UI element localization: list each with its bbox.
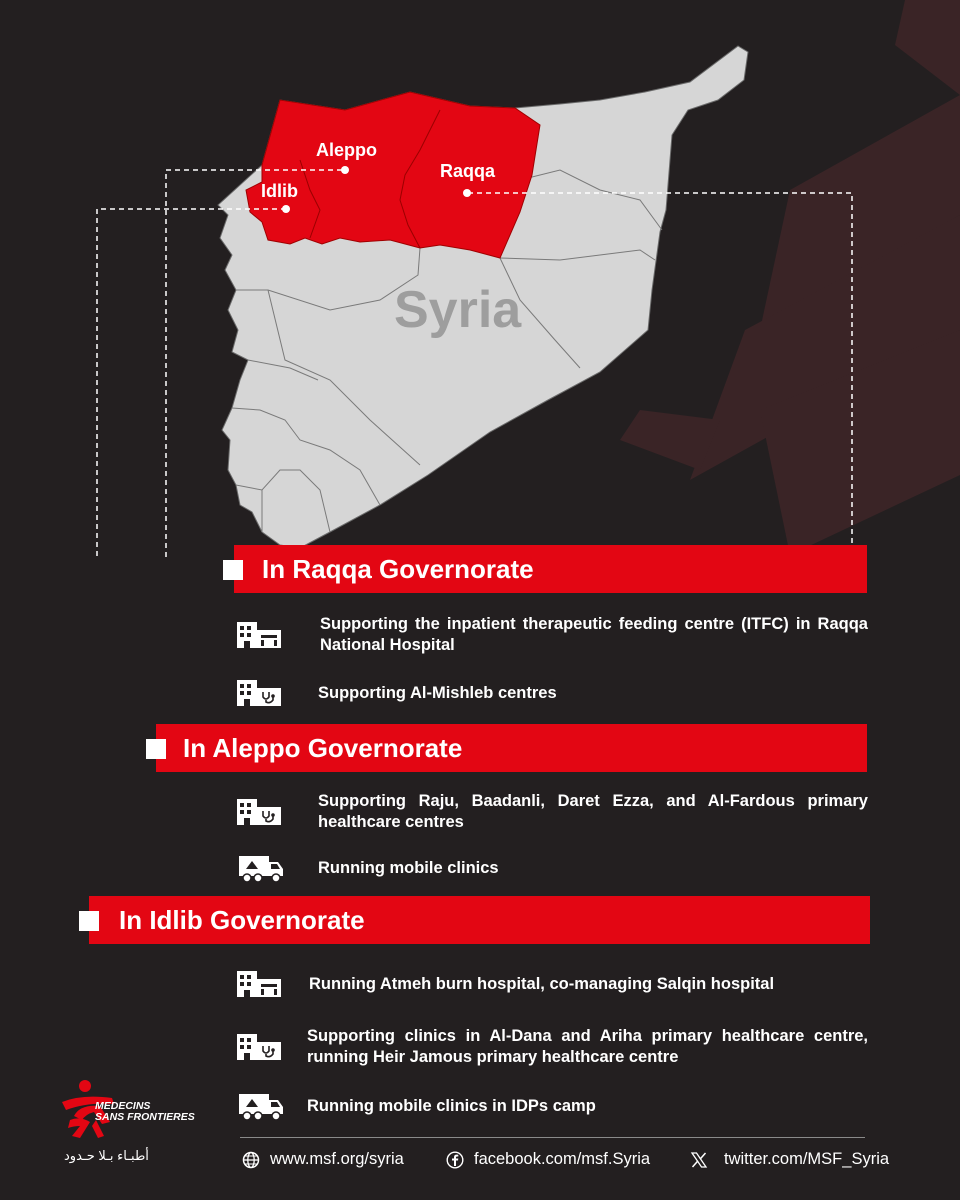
aleppo-item-1-text: Supporting Raju, Baadanli, Daret Ezza, and Al-Fardous primary healthcare centres — [318, 792, 868, 831]
raqqa-item-1-text: Supporting the inpatient therapeutic feeding centre (ITFC) in Raqqa National Hospital — [320, 615, 868, 654]
aleppo-header-bullet — [146, 739, 166, 759]
footer-divider — [240, 1137, 865, 1138]
clinic-stethoscope-icon — [236, 795, 282, 829]
msf-logo-arabic: أطبـاء بـلا حـدود — [64, 1148, 149, 1163]
idlib-item-1 — [236, 967, 868, 1001]
idlib-item-2-text: Supporting clinics in Al-Dana and Ariha primary healthcare centre, running Heir Jamous primary healthcare centre — [307, 1027, 868, 1066]
clinic-stethoscope-icon — [236, 1030, 282, 1064]
footer-facebook-text: facebook.com/msf.Syria — [474, 1150, 651, 1168]
footer-website-text: www.msf.org/syria — [270, 1150, 404, 1168]
footer-twitter-text: twitter.com/MSF_Syria — [724, 1150, 890, 1168]
idlib-marker — [282, 205, 290, 213]
idlib-label: Idlib — [261, 181, 298, 201]
mobile-clinic-truck-icon — [238, 1089, 284, 1123]
hospital-bed-icon — [236, 967, 282, 1001]
aleppo-item-2-text: Running mobile clinics — [318, 858, 499, 877]
aleppo-marker — [341, 166, 349, 174]
raqqa-governorate-header — [234, 545, 867, 593]
aleppo-item-2 — [238, 851, 870, 885]
syria-country-label: Syria — [394, 281, 522, 339]
footer-facebook-link[interactable] — [446, 1150, 650, 1169]
facebook-icon — [446, 1151, 464, 1169]
mobile-clinic-truck-icon — [238, 851, 284, 885]
idlib-item-2 — [236, 1026, 868, 1068]
raqqa-item-2-text: Supporting Al-Mishleb centres — [318, 683, 557, 702]
msf-logo-name-line2: SANS FRONTIERES — [95, 1111, 195, 1123]
clinic-stethoscope-icon — [236, 676, 282, 710]
raqqa-label: Raqqa — [440, 161, 496, 181]
idlib-header-bullet — [79, 911, 99, 931]
footer-twitter-link[interactable] — [690, 1150, 889, 1169]
raqqa-item-2 — [236, 676, 868, 710]
idlib-governorate-title: In Idlib Governorate — [119, 904, 365, 935]
raqqa-header-bullet — [223, 560, 243, 580]
raqqa-item-1 — [236, 614, 868, 656]
raqqa-marker — [463, 189, 471, 197]
idlib-item-3-text: Running mobile clinics in IDPs camp — [307, 1096, 596, 1115]
x-icon — [690, 1151, 708, 1169]
aleppo-item-1 — [236, 791, 868, 833]
globe-icon — [242, 1151, 260, 1169]
aleppo-governorate-header — [156, 724, 867, 772]
idlib-governorate-header — [89, 896, 870, 944]
msf-logo-name — [95, 1101, 195, 1123]
hospital-bed-icon — [236, 618, 282, 652]
msf-logo-name-line1: MEDECINS — [95, 1100, 151, 1112]
idlib-item-3 — [238, 1089, 870, 1123]
aleppo-governorate-title: In Aleppo Governorate — [183, 732, 463, 763]
idlib-item-1-text: Running Atmeh burn hospital, co-managing Salqin hospital — [309, 974, 775, 993]
raqqa-governorate-title: In Raqqa Governorate — [262, 553, 534, 584]
highlighted-governorates-region — [246, 92, 540, 258]
aleppo-label: Aleppo — [316, 140, 377, 160]
footer-website-link[interactable] — [242, 1150, 404, 1169]
